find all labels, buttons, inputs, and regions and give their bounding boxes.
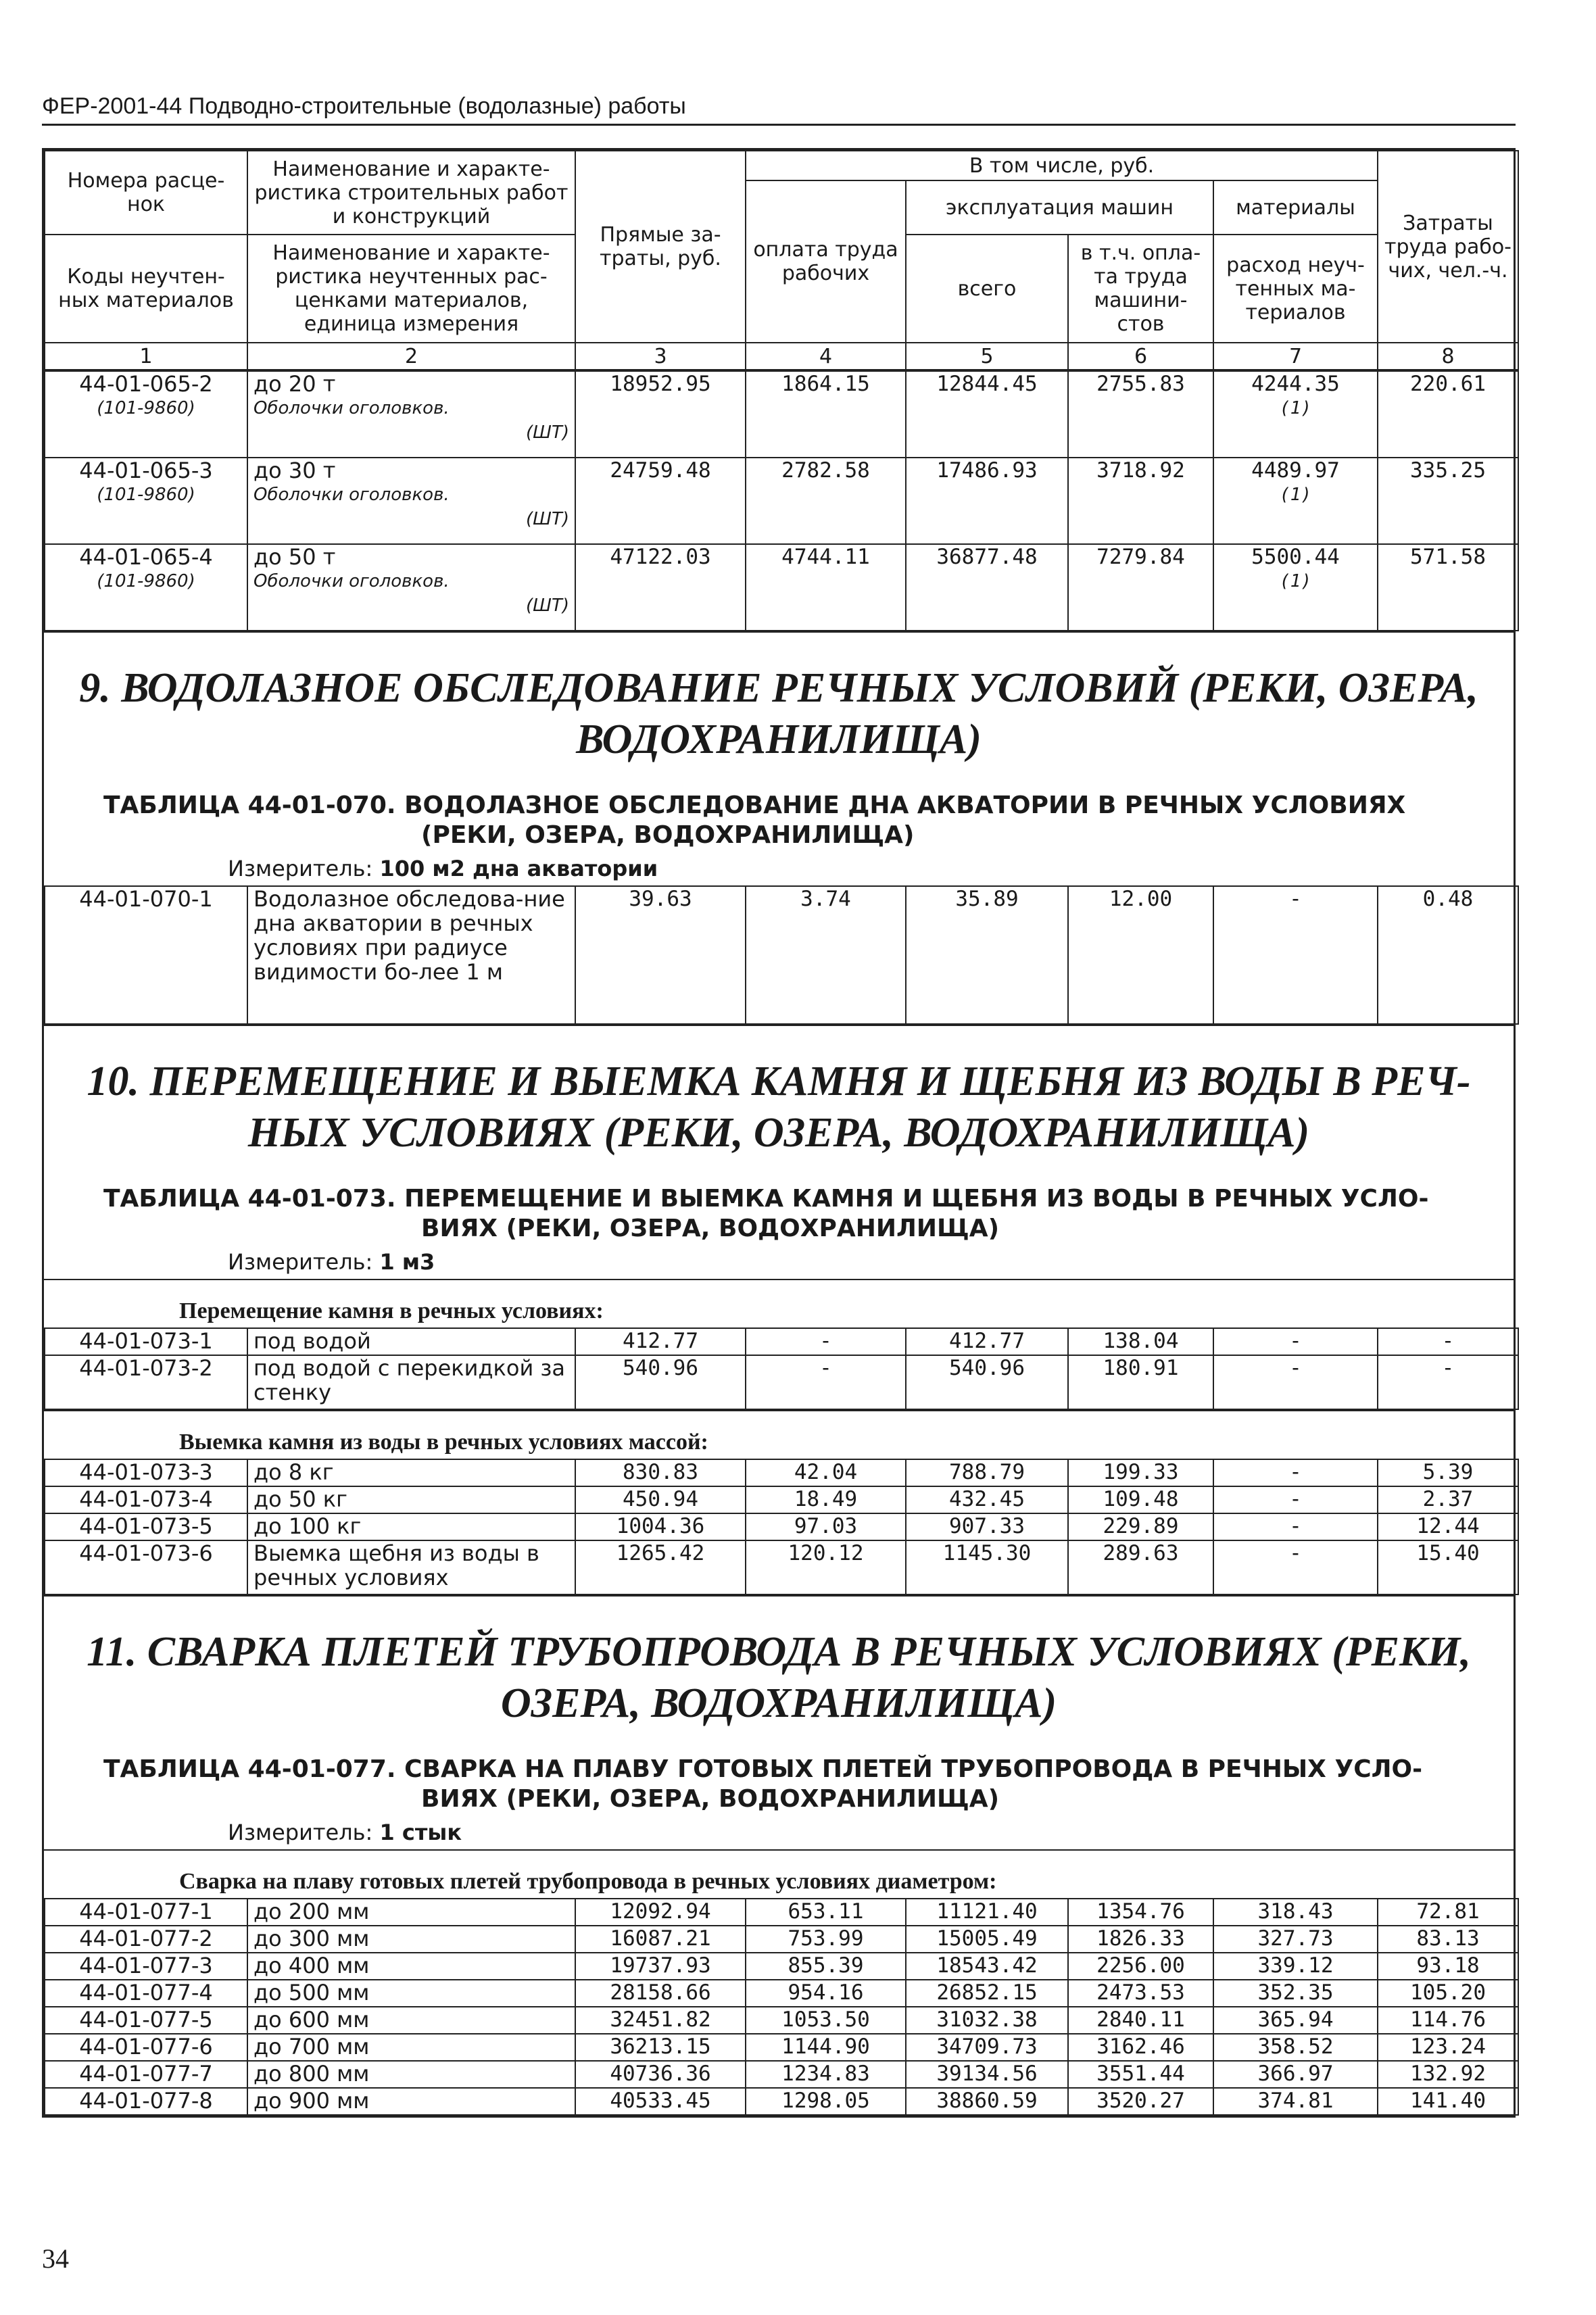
meter-label: Измеритель:	[228, 1820, 373, 1845]
materials-cost: 366.97	[1213, 2061, 1378, 2088]
col2-bottom-header: Наименование и характе-ристика неучтенных рас-ценками материалов, единица измерения	[247, 235, 575, 343]
labor-wages: 97.03	[746, 1513, 906, 1540]
header-rule	[42, 124, 1516, 126]
unit-of-measure	[228, 1249, 1486, 1279]
work-name: до 30 т	[253, 458, 336, 483]
rates-table-065	[44, 370, 1519, 631]
material-unit: (ШТ)	[526, 422, 569, 443]
rate-code: 44-01-073-1	[45, 1328, 247, 1355]
direct-costs: 39.63	[575, 886, 746, 1024]
labor-hours: 571.58	[1378, 544, 1518, 631]
section-9	[44, 631, 1514, 885]
group-heading-block	[44, 1279, 1514, 1327]
labor-hours: -	[1378, 1355, 1518, 1409]
materials-cost: 358.52	[1213, 2034, 1378, 2061]
direct-costs: 40533.45	[575, 2088, 746, 2115]
machinist-wages: 3520.27	[1068, 2088, 1213, 2115]
machines-total: 540.96	[906, 1355, 1068, 1409]
materials-cost: 327.73	[1213, 1926, 1378, 1953]
col-number: 6	[1068, 343, 1213, 370]
unit-of-measure	[228, 856, 1486, 885]
work-name: до 20 т	[253, 371, 336, 397]
machines-total: 35.89	[906, 886, 1068, 1024]
materials-cost: 318.43	[1213, 1899, 1378, 1926]
direct-costs: 36213.15	[575, 2034, 746, 2061]
meter-value: 1 м3	[379, 1249, 435, 1275]
table-row	[45, 1355, 1518, 1409]
meter-value: 1 стык	[379, 1820, 462, 1845]
materials-cost: -	[1213, 1513, 1378, 1540]
direct-costs: 1265.42	[575, 1540, 746, 1594]
work-name: до 400 мм	[247, 1953, 575, 1980]
group-title: Выемка камня из воды в речных условиях массой:	[179, 1430, 708, 1455]
materials-cost: 352.35	[1213, 1980, 1378, 2007]
labor-hours: 15.40	[1378, 1540, 1518, 1594]
page-header: ФЕР-2001-44 Подводно-строительные (водолазные) работы	[42, 93, 686, 119]
col1-top-header: Номера расце-нок	[45, 151, 247, 235]
machinist-wages: 3162.46	[1068, 2034, 1213, 2061]
machines-total: 39134.56	[906, 2061, 1068, 2088]
labor-wages: 653.11	[746, 1899, 906, 1926]
table-caption: ТАБЛИЦА 44-01-077. СВАРКА НА ПЛАВУ ГОТОВЫХ ПЛЕТЕЙ ТРУБОПРОВОДА В РЕЧНЫХ УСЛО-	[103, 1755, 1423, 1783]
labor-hours: 132.92	[1378, 2061, 1518, 2088]
labor-hours: -	[1378, 1328, 1518, 1355]
machinist-wages: 2840.11	[1068, 2007, 1213, 2034]
work-name: до 800 мм	[247, 2061, 575, 2088]
col-number: 2	[247, 343, 575, 370]
machinist-wages: 3718.92	[1068, 458, 1213, 544]
table-caption-continued: ВИЯХ (РЕКИ, ОЗЕРА, ВОДОХРАНИЛИЩА)	[421, 1215, 1000, 1242]
table-row	[45, 1926, 1518, 1953]
section-11	[44, 1595, 1514, 1849]
rates-table-077	[44, 1898, 1519, 2116]
machines-total: 1145.30	[906, 1540, 1068, 1594]
table-row	[45, 2061, 1518, 2088]
labor-hours: 0.48	[1378, 886, 1518, 1024]
col4-header: оплата труда рабочих	[746, 180, 906, 343]
col-number: 4	[746, 343, 906, 370]
labor-wages: 18.49	[746, 1486, 906, 1513]
rate-code: 44-01-077-5	[45, 2007, 247, 2034]
rate-code: 44-01-077-4	[45, 1980, 247, 2007]
rates-table-070	[44, 885, 1519, 1025]
machines-total: 36877.48	[906, 544, 1068, 631]
machinist-wages: 1354.76	[1068, 1899, 1213, 1926]
labor-wages: 1234.83	[746, 2061, 906, 2088]
table-row	[45, 2034, 1518, 2061]
table-row	[45, 1540, 1518, 1594]
labor-hours: 83.13	[1378, 1926, 1518, 1953]
labor-wages: 42.04	[746, 1459, 906, 1486]
labor-hours: 220.61	[1378, 371, 1518, 458]
rate-code: 44-01-065-4	[79, 544, 213, 570]
labor-wages: 954.16	[746, 1980, 906, 2007]
meter-label: Измеритель:	[228, 1249, 373, 1275]
machinist-wages: 1826.33	[1068, 1926, 1213, 1953]
col6-header: в т.ч. опла-та труда машини-стов	[1068, 235, 1213, 343]
materials-cost: 374.81	[1213, 2088, 1378, 2115]
rate-code: 44-01-077-7	[45, 2061, 247, 2088]
document-table	[42, 148, 1516, 2118]
direct-costs: 450.94	[575, 1486, 746, 1513]
machines-total: 432.45	[906, 1486, 1068, 1513]
section-10	[44, 1025, 1514, 1279]
table-caption-continued: (РЕКИ, ОЗЕРА, ВОДОХРАНИЛИЩА)	[421, 821, 915, 849]
table-row	[45, 544, 1518, 631]
labor-wages: 120.12	[746, 1540, 906, 1594]
materials-cost: 365.94	[1213, 2007, 1378, 2034]
group-title: Перемещение камня в речных условиях:	[179, 1298, 604, 1323]
machinist-wages: 180.91	[1068, 1355, 1213, 1409]
col7-header: расход неуч-тенных ма-териалов	[1213, 235, 1378, 343]
machines-total: 788.79	[906, 1459, 1068, 1486]
material-unit: (ШТ)	[526, 509, 569, 529]
machines-total: 15005.49	[906, 1926, 1068, 1953]
rate-code: 44-01-073-5	[45, 1513, 247, 1540]
labor-wages: 1144.90	[746, 2034, 906, 2061]
machines-total: 31032.38	[906, 2007, 1068, 2034]
work-name: до 8 кг	[247, 1459, 575, 1486]
col2-top-header: Наименование и характе-ристика строительных работ и конструкций	[247, 151, 575, 235]
work-name: до 50 т	[253, 544, 336, 570]
machinist-wages: 199.33	[1068, 1459, 1213, 1486]
labor-hours: 335.25	[1378, 458, 1518, 544]
rate-code: 44-01-070-1	[45, 886, 247, 1024]
work-name: до 600 мм	[247, 2007, 575, 2034]
machinist-wages: 3551.44	[1068, 2061, 1213, 2088]
group-title: Сварка на плаву готовых плетей трубопровода в речных условиях диаметром:	[179, 1869, 997, 1894]
direct-costs: 32451.82	[575, 2007, 746, 2034]
direct-costs: 830.83	[575, 1459, 746, 1486]
labor-wages: 753.99	[746, 1926, 906, 1953]
machinist-wages: 289.63	[1068, 1540, 1213, 1594]
materials-header: материалы	[1213, 180, 1378, 235]
materials-cost: 339.12	[1213, 1953, 1378, 1980]
rate-code: 44-01-077-3	[45, 1953, 247, 1980]
col-number: 5	[906, 343, 1068, 370]
direct-costs: 540.96	[575, 1355, 746, 1409]
materials-cost: -	[1213, 1486, 1378, 1513]
machines-total: 34709.73	[906, 2034, 1068, 2061]
material-name: Оболочки оголовков.	[253, 485, 450, 505]
materials-cost: -	[1213, 1328, 1378, 1355]
direct-costs: 19737.93	[575, 1953, 746, 1980]
table-caption: ТАБЛИЦА 44-01-070. ВОДОЛАЗНОЕ ОБСЛЕДОВАНИЕ ДНА АКВАТОРИИ В РЕЧНЫХ УСЛОВИЯХ	[103, 791, 1406, 819]
direct-costs: 24759.48	[575, 458, 746, 544]
labor-wages: 855.39	[746, 1953, 906, 1980]
section-title: 10. ПЕРЕМЕЩЕНИЕ И ВЫЕМКА КАМНЯ И ЩЕБНЯ ИЗ ВОДЫ В РЕЧ-НЫХ УСЛОВИЯХ (РЕКИ, ОЗЕРА, ВОДОХРАНИЛИЩА)	[87, 1058, 1471, 1156]
table-row	[45, 2007, 1518, 2034]
labor-hours: 5.39	[1378, 1459, 1518, 1486]
work-name: Выемка щебня из воды в речных условиях	[247, 1540, 575, 1594]
col-number: 8	[1378, 343, 1518, 370]
materials-cost: -	[1213, 1459, 1378, 1486]
machines-total: 11121.40	[906, 1899, 1068, 1926]
materials-note: (1)	[1280, 485, 1311, 505]
group-heading-block	[44, 1410, 1514, 1459]
labor-hours: 123.24	[1378, 2034, 1518, 2061]
labor-wages: 3.74	[746, 886, 906, 1024]
direct-costs: 16087.21	[575, 1926, 746, 1953]
work-name: под водой с перекидкой за стенку	[247, 1355, 575, 1409]
rate-code: 44-01-077-1	[45, 1899, 247, 1926]
section-title: 11. СВАРКА ПЛЕТЕЙ ТРУБОПРОВОДА В РЕЧНЫХ УСЛОВИЯХ (РЕКИ, ОЗЕРА, ВОДОХРАНИЛИЩА)	[87, 1629, 1471, 1726]
labor-wages: 2782.58	[746, 458, 906, 544]
rate-code: 44-01-077-6	[45, 2034, 247, 2061]
labor-wages: 1864.15	[746, 371, 906, 458]
machines-total: 412.77	[906, 1328, 1068, 1355]
table-row	[45, 371, 1518, 458]
work-name: до 500 мм	[247, 1980, 575, 2007]
material-code: (101-9860)	[97, 398, 195, 418]
col3-header: Прямые за-траты, руб.	[575, 151, 746, 343]
rate-code: 44-01-073-4	[45, 1486, 247, 1513]
table-row	[45, 1953, 1518, 1980]
col8-header: Затраты труда рабо-чих, чел.-ч.	[1378, 151, 1518, 343]
machinist-wages: 7279.84	[1068, 544, 1213, 631]
material-name: Оболочки оголовков.	[253, 398, 450, 418]
direct-costs: 1004.36	[575, 1513, 746, 1540]
column-header	[44, 150, 1519, 370]
table-row	[45, 1486, 1518, 1513]
table-row	[45, 1459, 1518, 1486]
unit-of-measure	[228, 1820, 1486, 1849]
direct-costs: 40736.36	[575, 2061, 746, 2088]
materials-note: (1)	[1280, 398, 1311, 418]
work-name: Водолазное обследова-ние дна акватории в речных условиях при радиусе видимости бо-лее 1 м	[247, 886, 575, 1024]
col-number: 3	[575, 343, 746, 370]
materials-note: (1)	[1280, 571, 1311, 591]
work-name: до 100 кг	[247, 1513, 575, 1540]
col-number: 1	[45, 343, 247, 370]
machines-total: 26852.15	[906, 1980, 1068, 2007]
materials-cost: -	[1213, 1540, 1378, 1594]
materials-cost: 4244.35	[1251, 372, 1340, 396]
work-name: до 200 мм	[247, 1899, 575, 1926]
material-code: (101-9860)	[97, 571, 195, 591]
materials-cost: 5500.44	[1251, 545, 1340, 569]
meter-value: 100 м2 дна акватории	[379, 856, 658, 881]
direct-costs: 412.77	[575, 1328, 746, 1355]
work-name: до 700 мм	[247, 2034, 575, 2061]
direct-costs: 18952.95	[575, 371, 746, 458]
rate-code: 44-01-065-3	[79, 458, 213, 483]
work-name: до 50 кг	[247, 1486, 575, 1513]
machinist-wages: 229.89	[1068, 1513, 1213, 1540]
table-row	[45, 1980, 1518, 2007]
machinist-wages: 2256.00	[1068, 1953, 1213, 1980]
material-unit: (ШТ)	[526, 595, 569, 616]
labor-wages: 1298.05	[746, 2088, 906, 2115]
material-code: (101-9860)	[97, 485, 195, 505]
table-row	[45, 458, 1518, 544]
col1-bottom-header: Коды неучтен-ных материалов	[45, 235, 247, 343]
rates-table-073-remove	[44, 1459, 1519, 1595]
material-name: Оболочки оголовков.	[253, 571, 450, 591]
rate-code: 44-01-065-2	[79, 371, 213, 397]
machines-total: 18543.42	[906, 1953, 1068, 1980]
materials-cost: -	[1213, 1355, 1378, 1409]
machines-total: 12844.45	[906, 371, 1068, 458]
labor-hours: 2.37	[1378, 1486, 1518, 1513]
machinist-wages: 109.48	[1068, 1486, 1213, 1513]
table-row	[45, 1513, 1518, 1540]
page-number: 34	[42, 2243, 69, 2274]
direct-costs: 28158.66	[575, 1980, 746, 2007]
rate-code: 44-01-073-6	[45, 1540, 247, 1594]
machines-total: 17486.93	[906, 458, 1068, 544]
table-row	[45, 1328, 1518, 1355]
rate-code: 44-01-077-8	[45, 2088, 247, 2115]
rates-table-073-move	[44, 1327, 1519, 1410]
table-caption-continued: ВИЯХ (РЕКИ, ОЗЕРА, ВОДОХРАНИЛИЩА)	[421, 1785, 1000, 1813]
work-name: до 900 мм	[247, 2088, 575, 2115]
section-title: 9. ВОДОЛАЗНОЕ ОБСЛЕДОВАНИЕ РЕЧНЫХ УСЛОВИЙ (РЕКИ, ОЗЕРА, ВОДОХРАНИЛИЩА)	[79, 665, 1478, 762]
labor-hours: 105.20	[1378, 1980, 1518, 2007]
machinist-wages: 2473.53	[1068, 1980, 1213, 2007]
materials-cost: -	[1213, 886, 1378, 1024]
labor-wages: 4744.11	[746, 544, 906, 631]
col5-header: всего	[906, 235, 1068, 343]
machinist-wages: 2755.83	[1068, 371, 1213, 458]
col-number: 7	[1213, 343, 1378, 370]
machines-header: эксплуатация машин	[906, 180, 1213, 235]
labor-hours: 114.76	[1378, 2007, 1518, 2034]
materials-cost: 4489.97	[1251, 458, 1340, 483]
labor-wages: -	[746, 1328, 906, 1355]
labor-wages: -	[746, 1355, 906, 1409]
rate-code: 44-01-077-2	[45, 1926, 247, 1953]
meter-label: Измеритель:	[228, 856, 373, 881]
labor-hours: 93.18	[1378, 1953, 1518, 1980]
direct-costs: 12092.94	[575, 1899, 746, 1926]
included-header: В том числе, руб.	[746, 151, 1378, 180]
machines-total: 38860.59	[906, 2088, 1068, 2115]
machinist-wages: 138.04	[1068, 1328, 1213, 1355]
machines-total: 907.33	[906, 1513, 1068, 1540]
labor-hours: 141.40	[1378, 2088, 1518, 2115]
group-heading-block	[44, 1849, 1514, 1898]
labor-hours: 72.81	[1378, 1899, 1518, 1926]
labor-hours: 12.44	[1378, 1513, 1518, 1540]
table-row	[45, 886, 1518, 1024]
table-row	[45, 1899, 1518, 1926]
work-name: под водой	[247, 1328, 575, 1355]
labor-wages: 1053.50	[746, 2007, 906, 2034]
rate-code: 44-01-073-2	[45, 1355, 247, 1409]
column-numbers-row	[45, 343, 1518, 370]
direct-costs: 47122.03	[575, 544, 746, 631]
table-row	[45, 2088, 1518, 2115]
rate-code: 44-01-073-3	[45, 1459, 247, 1486]
work-name: до 300 мм	[247, 1926, 575, 1953]
machinist-wages: 12.00	[1068, 886, 1213, 1024]
table-caption: ТАБЛИЦА 44-01-073. ПЕРЕМЕЩЕНИЕ И ВЫЕМКА КАМНЯ И ЩЕБНЯ ИЗ ВОДЫ В РЕЧНЫХ УСЛО-	[103, 1185, 1429, 1213]
